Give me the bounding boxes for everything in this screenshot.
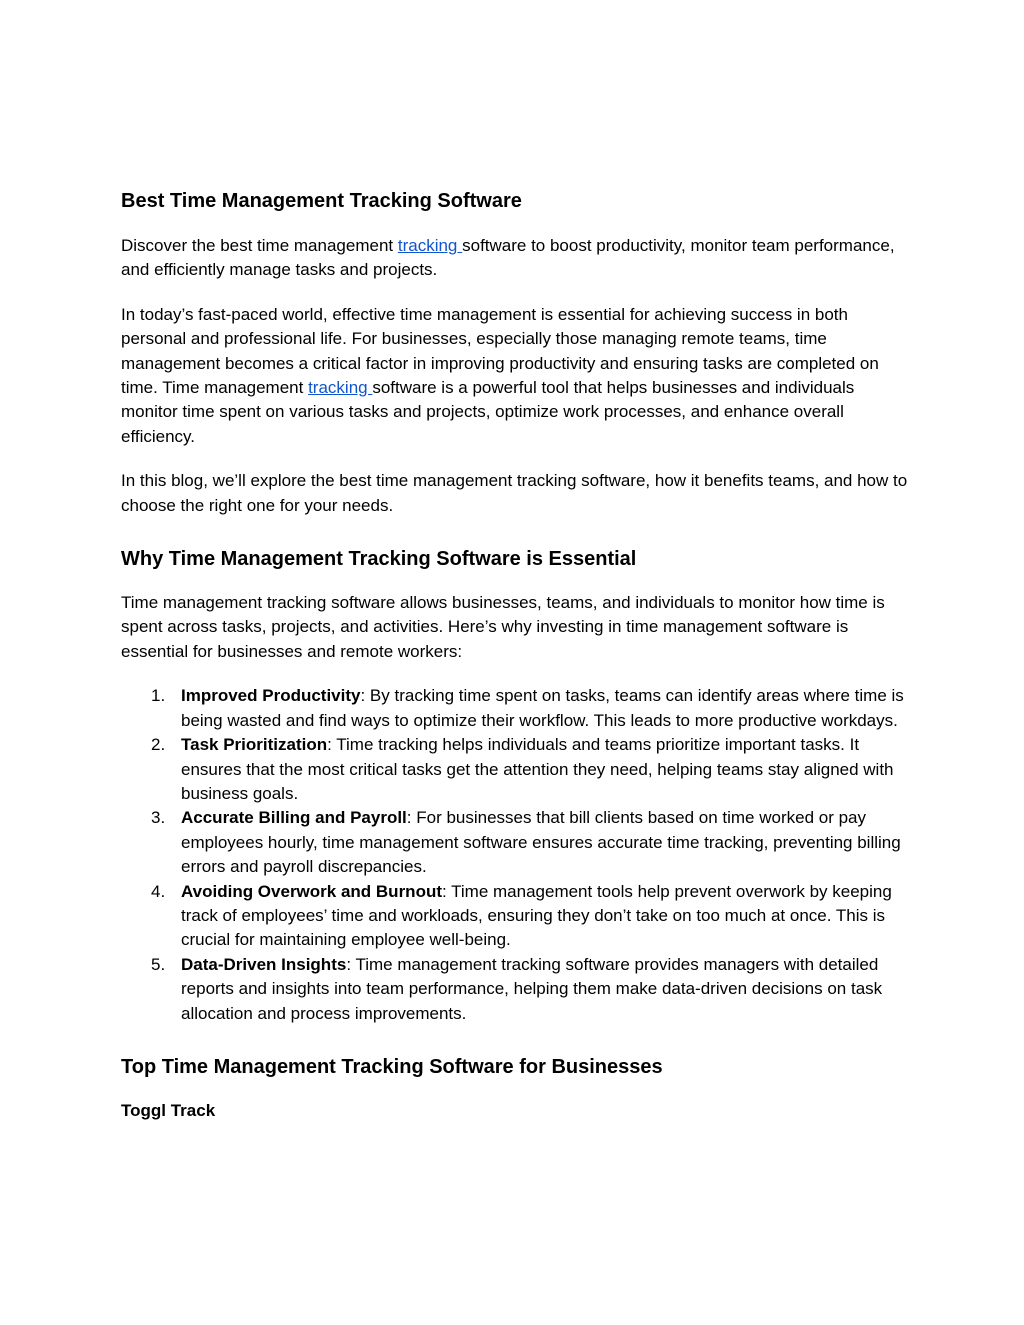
subheading-toggl-track: Toggl Track (121, 1100, 216, 1120)
body-paragraph-1 (121, 303, 911, 449)
list-number: 1. (151, 686, 166, 706)
list-item-text: : Time management tools help prevent overwork by keeping track of employees’ time and workloads, ensuring they don’t take on too much at once. This is crucial for maintaining employee well-being. (181, 881, 892, 950)
list-item-term: Improved Productivity (181, 686, 361, 706)
list-item-text: : Time tracking helps individuals and teams prioritize important tasks. It ensures that the most critical tasks get the attention they need, helping teams stay aligned with business goals. (181, 735, 894, 803)
tracking-link[interactable]: tracking (308, 378, 373, 398)
list-item-text: : Time management tracking software provides managers with detailed reports and insights into team performance, helping them make data-driven decisions on task allocation and process improvements. (181, 954, 883, 1023)
section-heading-top: Top Time Management Tracking Software for Businesses (121, 1055, 663, 1078)
intro-paragraph (121, 234, 911, 283)
list-item-text: : For businesses that bill clients based on time worked or pay employees hourly, time management software ensures accurate time tracking, preventing billing errors and payroll discrepancies. (181, 808, 901, 877)
body-paragraph-2: In this blog, we’ll explore the best time management tracking software, how it benefits teams, and how to choose the right one for your needs. (121, 471, 908, 515)
list-item-term: Task Prioritization (181, 735, 328, 755)
benefits-list (121, 684, 911, 1026)
list-item (121, 733, 911, 806)
p1-text-after: software is a powerful tool that helps businesses and individuals monitor time spent on various tasks and projects, optimize work processes, and enhance overall efficiency. (121, 378, 855, 446)
section-heading-why: Why Time Management Tracking Software is Essential (121, 548, 637, 571)
page-title: Best Time Management Tracking Software (121, 190, 522, 212)
list-item-term: Avoiding Overwork and Burnout (181, 881, 442, 901)
list-item (121, 684, 911, 733)
list-item-term: Data-Driven Insights (181, 954, 347, 974)
intro-text-before: Discover the best time management (121, 236, 398, 255)
list-number: 4. (151, 881, 166, 901)
list-number: 2. (151, 735, 166, 755)
tracking-link[interactable]: tracking (397, 236, 463, 255)
list-item-term: Accurate Billing and Payroll (181, 808, 407, 828)
section-intro-paragraph: Time management tracking software allows businesses, teams, and individuals to monitor how time is spent across tasks, projects, and activities. Here’s why investing in time management software is essential for businesses and remote workers: (121, 593, 885, 661)
intro-text-after: software to boost productivity, monitor team performance, and efficiently manage tasks and projects. (121, 236, 895, 280)
list-item (121, 880, 911, 953)
p1-text-before: In today’s fast-paced world, effective time management is essential for achieving success in both personal and professional life. For businesses, especially those managing remote teams, time management becomes a critical factor in improving productivity and ensuring tasks are completed on time. Time management (121, 304, 879, 398)
list-item (121, 953, 911, 1026)
list-item (121, 806, 911, 879)
document-page (121, 186, 911, 1123)
list-item-text: : By tracking time spent on tasks, teams can identify areas where time is being wasted and find ways to optimize their workflow. This leads to more productive workdays. (181, 686, 904, 730)
list-number: 3. (151, 808, 166, 828)
list-number: 5. (151, 954, 166, 974)
